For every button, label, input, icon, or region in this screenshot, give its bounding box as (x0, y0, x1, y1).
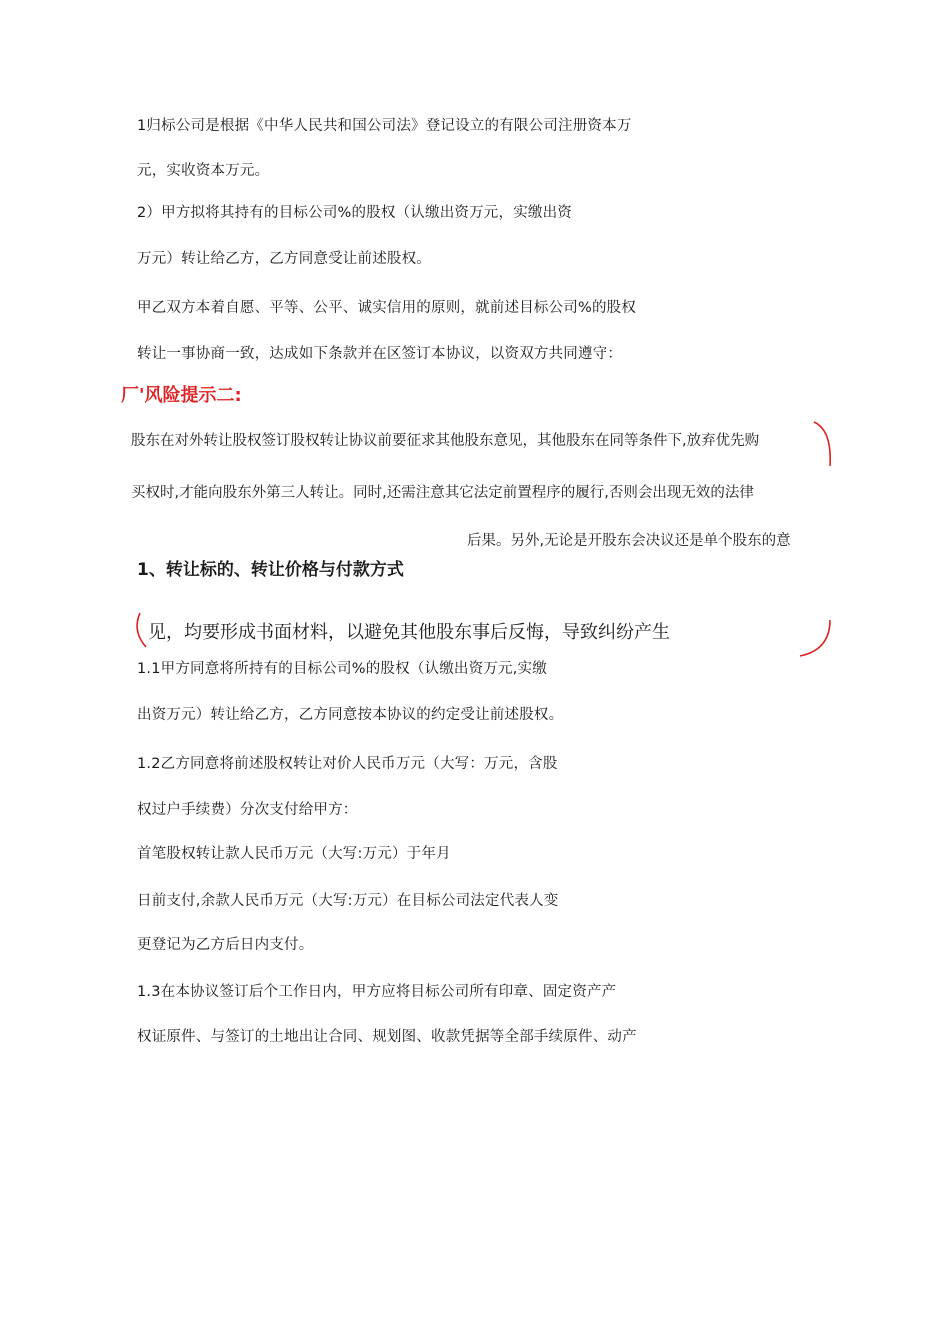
paragraph-line: 首笔股权转让款人民币万元（大写:万元）于年月 (137, 846, 451, 862)
risk-text-line: 后果。另外,无论是开股东会决议还是单个股东的意 (467, 533, 791, 549)
risk-text-line: 股东在对外转让股权签订股权转让协议前要征求其他股东意见，其他股东在同等条件下,放弃优先购 (131, 433, 760, 449)
risk-title: 厂'风险提示二: (121, 385, 242, 406)
risk-text-line: 见，均要形成书面材料，以避免其他股东事后反悔，导致纠纷产生 (148, 622, 670, 643)
risk-box-corner-top-right (812, 420, 836, 470)
paragraph-line: 出资万元）转让给乙方，乙方同意按本协议的约定受让前述股权。 (137, 707, 564, 723)
paragraph-line: 转让一事协商一致，达成如下条款并在区签订本协议，以资双方共同遵守： (137, 346, 623, 362)
paragraph-line: 权证原件、与签订的土地出让合同、规划图、收款凭据等全部手续原件、动产 (137, 1029, 637, 1045)
risk-text-line: 买权时,才能向股东外第三人转让。同时,还需注意其它法定前置程序的履行,否则会出现无效的法律 (131, 485, 754, 501)
paragraph-line: 甲乙双方本着自愿、平等、公平、诚实信用的原则，就前述目标公司%的股权 (137, 300, 637, 316)
paragraph-line: 元，实收资本万元。 (137, 163, 270, 179)
paragraph-line: 1.2乙方同意将前述股权转让对价人民币万元（大写：万元，含股 (137, 756, 558, 772)
paragraph-line: 更登记为乙方后日内支付。 (137, 937, 314, 953)
paragraph-line: 1.1甲方同意将所持有的目标公司%的股权（认缴出资万元,实缴 (137, 661, 547, 677)
section-heading: 1、转让标的、转让价格与付款方式 (137, 560, 404, 580)
risk-box-corner-bottom-right (796, 616, 836, 660)
paragraph-line: 1归标公司是根据《中华人民共和国公司法》登记设立的有限公司注册资本万 (137, 118, 632, 134)
paragraph-line: 万元）转让给乙方，乙方同意受让前述股权。 (137, 251, 431, 267)
paragraph-line: 日前支付,余款人民币万元（大写:万元）在目标公司法定代表人变 (137, 893, 559, 909)
risk-box-corner-bottom-left (130, 611, 150, 651)
paragraph-line: 权过户手续费）分次支付给甲方： (137, 802, 358, 818)
paragraph-line: 1.3在本协议签订后个工作日内，甲方应将目标公司所有印章、固定资产产 (137, 984, 617, 1000)
paragraph-line: 2）甲方拟将其持有的目标公司%的股权（认缴出资万元，实缴出资 (137, 205, 573, 221)
